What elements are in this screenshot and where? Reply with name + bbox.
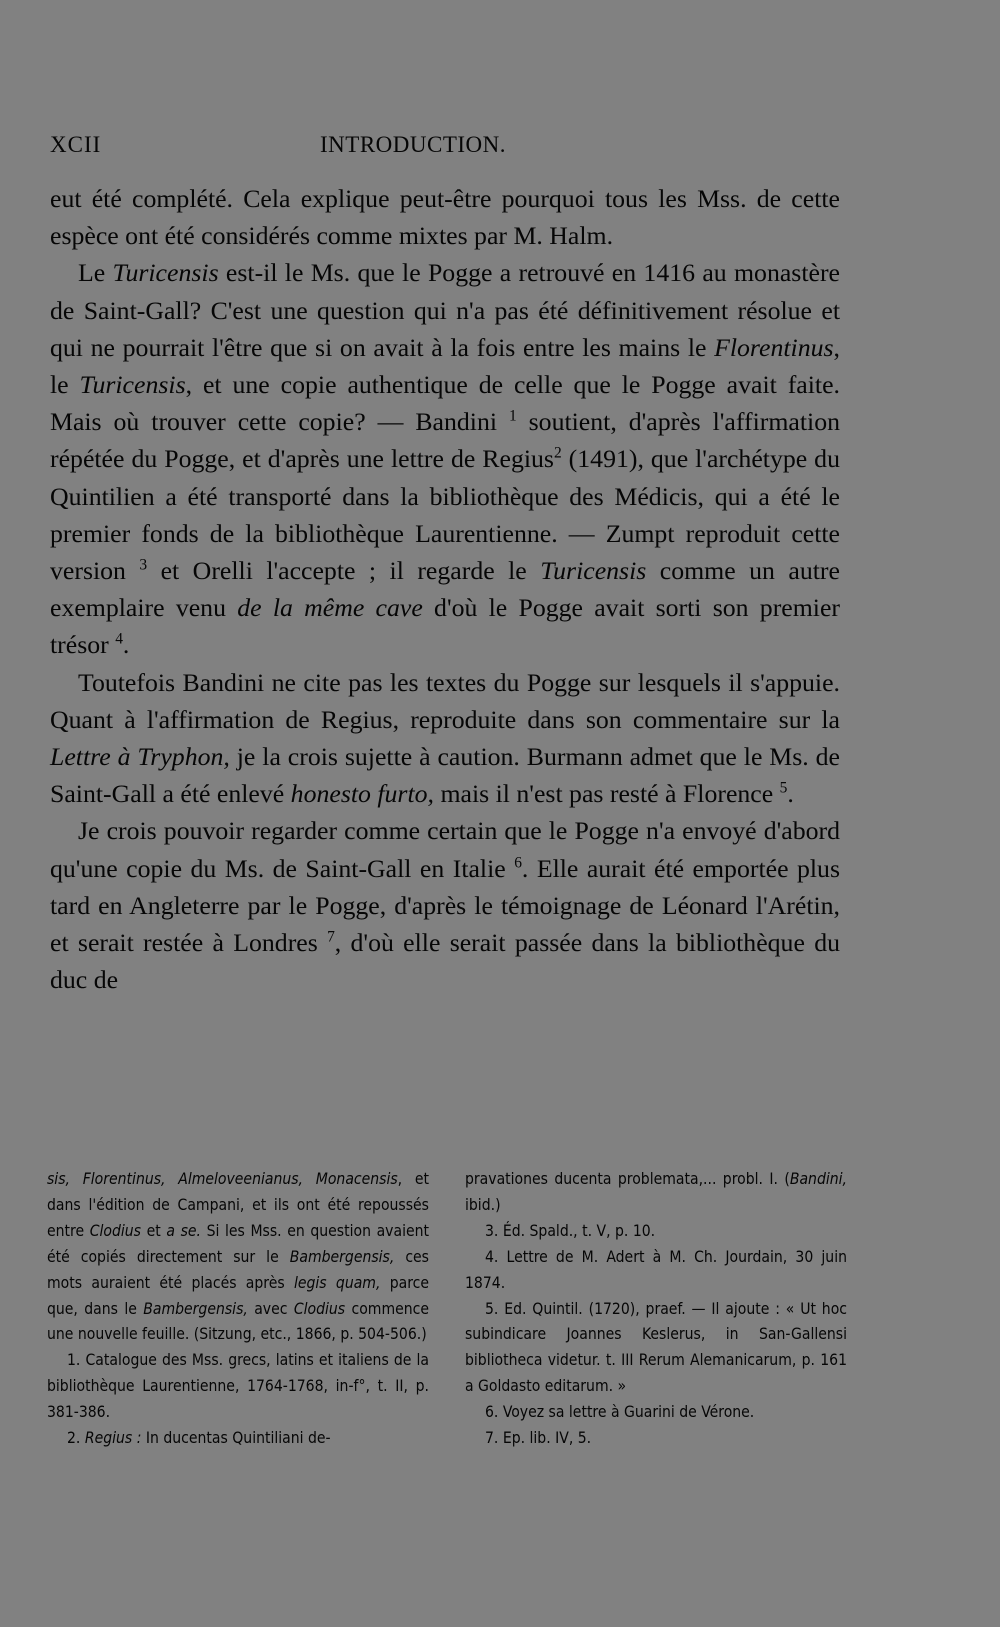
footnote-6: 6. Voyez sa lettre à Guarini de Vérone. (485, 1403, 755, 1422)
footnotes (47, 1167, 847, 1452)
paragraph-3: Toutefois Bandini ne cite pas les textes du Pogge sur lesquels il s'appuie. Quant à l'affirmation de Regius, reproduite dans son commentaire sur la Lettre à Tryphon, je la crois sujette à caution. Burmann admet que le Ms. de Saint-Gall a été enlevé honesto furto, mais il n'est pas resté à Florence $^5$. (50, 667, 840, 809)
footnotes-left-column (47, 1167, 429, 1452)
footnote-ref-5: 5 (779, 779, 788, 797)
page-number: XCII (50, 132, 102, 157)
footnote-continuation: sis, Florentinus, Almeloveenianus, Monacensis, et dans l'édition de Campani, et ils ont été repoussés entre Clodius et a se. Si les Mss. en question avaient été copiés directement sur le Bambergensis, ces mots auraient été placés après legis quam, parce que, dans le Bambergensis, avec Clodius commence une nouvelle feuille. (Sitzung, etc., 1866, p. 504-506.) (47, 1170, 430, 1344)
running-header (50, 132, 840, 164)
footnotes-right-column (465, 1167, 847, 1452)
main-text (50, 180, 840, 998)
footnote-3: 3. Éd. Spald., t. V, p. 10. (485, 1221, 656, 1240)
footnote-ref-2: 2 (553, 444, 562, 462)
footnote-ref-7: 7 (327, 928, 335, 946)
running-title: INTRODUCTION. (320, 132, 507, 157)
footnote-4: 4. Lettre de M. Adert à M. Ch. Jourdain, 30 juin 1874. (465, 1247, 847, 1292)
footnote-ref-4: 4 (115, 630, 123, 648)
footnote-ref-3: 3 (139, 556, 148, 574)
footnote-7: 7. Ep. lib. IV, 5. (485, 1429, 592, 1448)
footnote-2: 2. Regius : In ducentas Quintiliani de- (67, 1429, 331, 1448)
footnote-5: 5. Ed. Quintil. (1720), praef. — Il ajoute : « Ut hoc subindicare Joannes Keslerus, in San-Gallensi bibliotheca videtur. t. III Rerum Alemanicarum, p. 161 a Goldasto editarum. » (465, 1299, 847, 1396)
footnote-2-continuation: pravationes ducenta problemata,... probl. I. (Bandini, ibid.) (465, 1170, 847, 1214)
footnote-ref-6: 6 (514, 854, 522, 872)
paragraph-2: Le Turicensis est-il le Ms. que le Pogge a retrouvé en 1416 au monastère de Saint-Gall? C'est une question qui n'a pas été définitivement résolue et qui ne pourrait l'être que si on avait à la fois entre les mains le Florentinus, le Turicensis, et une copie authentique de celle que le Pogge avait faite. Mais où trouver cette copie? — Bandini $^1$ soutient, d'après l'affirmation répétée du Pogge, et d'après une lettre de Regius$^2$ (1491), que l'archétype du Quintilien a été transporté dans la bibliothèque des Médicis, qui a été le premier fonds de la bibliothèque Laurentienne. — Zumpt reproduit cette version $^3$ et Orelli l'accepte ; il regarde le Turicensis comme un autre exemplaire venu de la même cave d'où le Pogge avait sorti son premier trésor $^4$. (50, 258, 841, 660)
paragraph-1: eut été complété. Cela explique peut-être pourquoi tous les Mss. de cette espèce ont été considérés comme mixtes par M. Halm. (50, 184, 840, 251)
footnote-ref-1: 1 (508, 407, 517, 425)
footnote-1: 1. Catalogue des Mss. grecs, latins et italiens de la bibliothèque Laurentienne, 1764-1768, in-f°, t. II, p. 381-386. (47, 1351, 429, 1422)
paragraph-4: Je crois pouvoir regarder comme certain que le Pogge n'a envoyé d'abord qu'une copie du Ms. de Saint-Gall en Italie $^6$. Elle aurait été emportée plus tard en Angleterre par le Pogge, d'après le témoignage de Léonard l'Arétin, et serait restée à Londres $^7$, d'où elle serait passée dans la bibliothèque du duc de (50, 816, 840, 995)
